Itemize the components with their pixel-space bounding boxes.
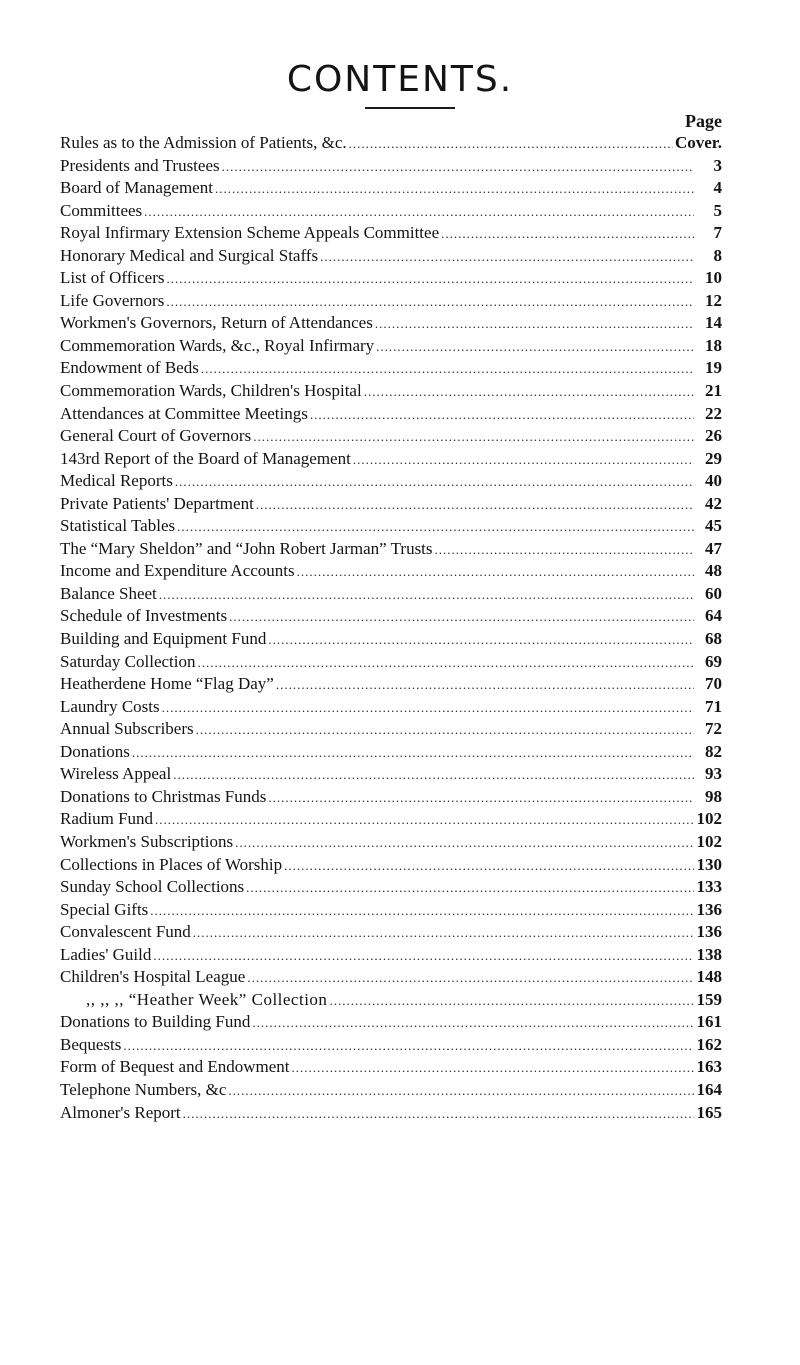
entry-title: Board of Management	[60, 178, 213, 198]
dot-leader	[246, 877, 694, 899]
entry-page-number: 70	[705, 674, 722, 694]
page-title: CONTENTS.	[286, 59, 514, 100]
entry-title: Rules as to the Admission of Patients, &c.	[60, 133, 347, 152]
contents-entry	[60, 899, 722, 922]
dot-leader	[150, 900, 694, 922]
dot-leader	[253, 426, 694, 448]
dot-leader	[201, 358, 694, 380]
entry-title: General Court of Governors	[60, 426, 252, 446]
entry-page-number: 98	[705, 786, 722, 806]
contents-entry	[60, 1056, 722, 1079]
contents-entry	[60, 651, 722, 674]
entry-title: Donations to Building Fund	[60, 1012, 251, 1032]
dot-leader	[228, 1080, 694, 1102]
contents-entry	[60, 741, 722, 764]
entry-title: Private Patients' Department	[60, 493, 254, 513]
entry-title: Commemoration Wards, Children's Hospital	[60, 381, 362, 401]
dot-leader	[159, 584, 694, 606]
contents-entry	[60, 560, 722, 583]
dot-leader	[222, 156, 694, 178]
contents-entry	[60, 876, 722, 899]
dot-leader	[291, 1057, 694, 1079]
entry-page-number: 29	[705, 448, 722, 468]
entry-title: Radium Fund	[60, 809, 154, 829]
dot-leader	[183, 1103, 694, 1125]
entry-page-number: 138	[696, 944, 722, 964]
entry-title: Special Gifts	[60, 899, 149, 919]
entry-title: Presidents and Trustees	[60, 155, 220, 175]
entry-title: Children's Hospital League	[60, 967, 246, 987]
dot-leader	[167, 268, 695, 290]
entry-page-number: 3	[713, 155, 722, 175]
entry-title: Bequests	[60, 1034, 122, 1054]
dot-leader	[329, 990, 694, 1012]
entry-page-number: 4	[713, 178, 722, 198]
contents-entry	[60, 921, 722, 944]
entry-page-number: 164	[696, 1079, 722, 1099]
dot-leader	[175, 471, 694, 493]
entry-page-number: 48	[705, 561, 722, 581]
contents-entry	[60, 448, 722, 471]
entry-title: Income and Expenditure Accounts	[60, 561, 295, 581]
dot-leader	[320, 246, 694, 268]
contents-entry	[60, 808, 722, 831]
entry-title: List of Officers	[60, 268, 165, 288]
contents-entry	[60, 989, 722, 1012]
entry-title: Honorary Medical and Surgical Staffs	[60, 245, 319, 265]
contents-entry	[60, 425, 722, 448]
entry-title: Endowment of Beds	[60, 358, 199, 378]
entry-page-number: 161	[696, 1012, 722, 1032]
entry-page-number: 64	[705, 606, 722, 626]
dot-leader	[441, 223, 694, 245]
entry-page-number: 165	[696, 1102, 722, 1122]
contents-entry	[60, 132, 722, 155]
entry-page-number: 136	[696, 922, 722, 942]
entry-title: Saturday Collection	[60, 651, 196, 671]
entry-page-number: 60	[705, 583, 722, 603]
contents-entry	[60, 944, 722, 967]
contents-entry	[60, 515, 722, 538]
entry-page-number: 12	[705, 290, 722, 310]
entry-title: Building and Equipment Fund	[60, 629, 267, 649]
entry-page-number: 130	[696, 854, 722, 874]
contents-entry	[60, 177, 722, 200]
contents-entry	[60, 357, 722, 380]
contents-entry	[60, 267, 722, 290]
entry-title: Statistical Tables	[60, 516, 176, 536]
dot-leader	[349, 133, 673, 155]
title-underline	[365, 107, 455, 109]
page-column-header: Page	[685, 111, 722, 131]
dot-leader	[198, 652, 694, 674]
dot-leader	[247, 967, 694, 989]
entry-title: ,, ,, ,, “Heather Week” Collection	[86, 989, 328, 1009]
contents-entry	[60, 605, 722, 628]
entry-page-number: 162	[696, 1034, 722, 1054]
entry-title: The “Mary Sheldon” and “John Robert Jarman” Trusts	[60, 538, 433, 558]
entry-page-number: 82	[705, 741, 722, 761]
entry-title: Medical Reports	[60, 471, 173, 491]
entry-page-number: 93	[705, 764, 722, 784]
entry-page-number: 5	[713, 200, 722, 220]
entry-title: Annual Subscribers	[60, 719, 194, 739]
contents-entry	[60, 222, 722, 245]
entry-page-number: 68	[705, 629, 722, 649]
contents-entry	[60, 718, 722, 741]
contents-entry	[60, 312, 722, 335]
contents-entry	[60, 854, 722, 877]
contents-entry	[60, 403, 722, 426]
entry-page-number: 10	[705, 268, 722, 288]
entry-page-number: 69	[705, 651, 722, 671]
dot-leader	[276, 674, 694, 696]
entry-page-number: 22	[705, 403, 722, 423]
dot-leader	[297, 561, 694, 583]
entry-title: Royal Infirmary Extension Scheme Appeals Committee	[60, 223, 440, 243]
entry-title: Committees	[60, 200, 143, 220]
contents-list	[60, 132, 722, 1124]
entry-page-number: 21	[705, 381, 722, 401]
entry-title: Workmen's Governors, Return of Attendances	[60, 313, 373, 333]
entry-title: Ladies' Guild	[60, 944, 152, 964]
contents-entry	[60, 1034, 722, 1057]
contents-entry	[60, 493, 722, 516]
dot-leader	[235, 832, 694, 854]
entry-page-number: 133	[696, 877, 722, 897]
contents-entry	[60, 831, 722, 854]
contents-entry	[60, 786, 722, 809]
entry-title: Life Governors	[60, 290, 165, 310]
contents-entry	[60, 1079, 722, 1102]
dot-leader	[155, 809, 694, 831]
dot-leader	[256, 494, 694, 516]
entry-page-number: 8	[713, 245, 722, 265]
entry-page-number: 19	[705, 358, 722, 378]
dot-leader	[252, 1012, 694, 1034]
entry-title: Schedule of Investments	[60, 606, 228, 626]
dot-leader	[193, 922, 694, 944]
contents-entry	[60, 696, 722, 719]
entry-page-number: Cover.	[674, 133, 722, 152]
dot-leader	[353, 449, 694, 471]
dot-leader	[229, 606, 694, 628]
entry-title: Workmen's Subscriptions	[60, 831, 234, 851]
contents-entry	[60, 538, 722, 561]
dot-leader	[153, 945, 694, 967]
contents-entry	[60, 673, 722, 696]
dot-leader	[376, 336, 694, 358]
dot-leader	[162, 697, 694, 719]
contents-entry	[60, 200, 722, 223]
entry-page-number: 7	[713, 223, 722, 243]
entry-title: Heatherdene Home “Flag Day”	[60, 674, 274, 694]
contents-entry	[60, 628, 722, 651]
entry-page-number: 102	[696, 831, 722, 851]
entry-title: 143rd Report of the Board of Management	[60, 448, 351, 468]
contents-entry	[60, 155, 722, 178]
entry-page-number: 26	[705, 426, 722, 446]
entry-page-number: 47	[705, 538, 722, 558]
dot-leader	[173, 764, 694, 786]
dot-leader	[364, 381, 694, 403]
entry-title: Almoner's Report	[60, 1102, 181, 1122]
dot-leader	[123, 1035, 694, 1057]
entry-page-number: 136	[696, 899, 722, 919]
dot-leader	[132, 742, 694, 764]
entry-page-number: 148	[696, 967, 722, 987]
entry-page-number: 40	[705, 471, 722, 491]
contents-entry	[60, 380, 722, 403]
dot-leader	[284, 855, 694, 877]
dot-leader	[268, 629, 694, 651]
dot-leader	[177, 516, 694, 538]
dot-leader	[144, 201, 694, 223]
entry-title: Balance Sheet	[60, 583, 157, 603]
dot-leader	[375, 313, 694, 335]
contents-entry	[60, 763, 722, 786]
contents-entry	[60, 1102, 722, 1125]
entry-title: Commemoration Wards, &c., Royal Infirmary	[60, 335, 375, 355]
dot-leader	[196, 719, 694, 741]
entry-page-number: 102	[696, 809, 722, 829]
entry-page-number: 72	[705, 719, 722, 739]
entry-title: Donations	[60, 741, 130, 761]
dot-leader	[166, 291, 694, 313]
contents-entry	[60, 1011, 722, 1034]
entry-page-number: 71	[705, 696, 722, 716]
entry-title: Convalescent Fund	[60, 922, 191, 942]
contents-entry	[60, 470, 722, 493]
entry-title: Donations to Christmas Funds	[60, 786, 267, 806]
dot-leader	[310, 404, 694, 426]
entry-title: Wireless Appeal	[60, 764, 172, 784]
entry-page-number: 163	[696, 1057, 722, 1077]
contents-entry	[60, 966, 722, 989]
entry-page-number: 14	[705, 313, 722, 333]
entry-title: Sunday School Collections	[60, 877, 245, 897]
entry-title: Laundry Costs	[60, 696, 160, 716]
entry-title: Telephone Numbers, &c	[60, 1079, 227, 1099]
entry-title: Attendances at Committee Meetings	[60, 403, 308, 423]
contents-entry	[60, 290, 722, 313]
entry-page-number: 18	[705, 335, 722, 355]
dot-leader	[435, 539, 694, 561]
contents-entry	[60, 335, 722, 358]
contents-entry	[60, 245, 722, 268]
contents-entry	[60, 583, 722, 606]
entry-page-number: 159	[696, 989, 722, 1009]
entry-page-number: 45	[705, 516, 722, 536]
dot-leader	[215, 178, 694, 200]
entry-title: Form of Bequest and Endowment	[60, 1057, 290, 1077]
dot-leader	[268, 787, 694, 809]
entry-page-number: 42	[705, 493, 722, 513]
entry-title: Collections in Places of Worship	[60, 854, 283, 874]
